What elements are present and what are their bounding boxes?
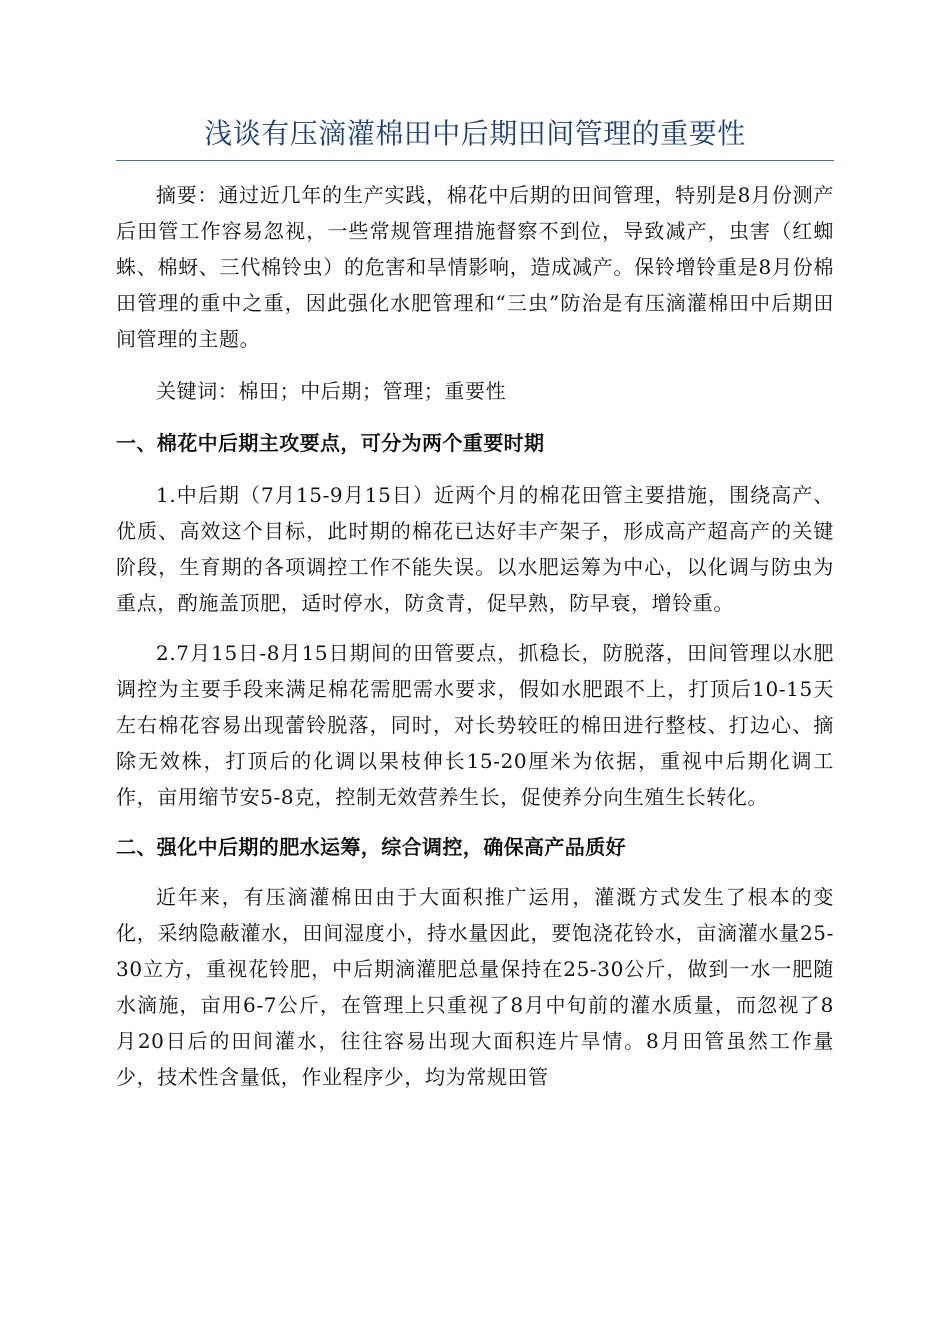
- section-2-paragraph-1: 近年来，有压滴灌棉田由于大面积推广运用，灌溉方式发生了根本的变化，采纳隐蔽灌水，田间湿度小，持水量因此，要饱浇花铃水，亩滴灌水量25-30立方，重视花铃肥，中后期滴灌肥总量保持在25-30公斤，做到一水一肥随水滴施，亩用6-7公斤，在管理上只重视了8月中旬前的灌水质量，而忽视了8月20日后的田间灌水，往往容易出现大面积连片旱情。8月田管虽然工作量少，技术性含量低，作业程序少，均为常规田管: [116, 885, 834, 1089]
- section-heading-1: 一、棉花中后期主攻要点，可分为两个重要时期: [116, 431, 545, 455]
- section-1-paragraph-2: 2.7月15日-8月15日期间的田管要点，抓稳长，防脱落，田间管理以水肥调控为主要手段来满足棉花需肥需水要求，假如水肥跟不上，打顶后10-15天左右棉花容易出现蕾铃脱落，同时，对长势较旺的棉田进行整枝、打边心、摘除无效株，打顶后的化调以果枝伸长15-20厘米为依据，重视中后期化调工作，亩用缩节安5-8克，控制无效营养生长，促使养分向生殖生长转化。: [116, 641, 834, 809]
- title-underline: [116, 160, 834, 161]
- section-1-paragraph-1: 1.中后期（7月15-9月15日）近两个月的棉花田管主要措施，围绕高产、优质、高效这个目标，此时期的棉花已达好丰产架子，形成高产超高产的关键阶段，生育期的各项调控工作不能失误。以水肥运筹为中心，以化调与防虫为重点，酌施盖顶肥，适时停水，防贪青，促早熟，防早衰，增铃重。: [116, 483, 834, 615]
- abstract-paragraph: 摘要：通过近几年的生产实践，棉花中后期的田间管理，特别是8月份测产后田管工作容易忽视，一些常规管理措施督察不到位，导致减产，虫害（红蜘蛛、棉蚜、三代棉铃虫）的危害和旱情影响，造成减产。保铃增铃重是8月份棉田管理的重中之重，因此强化水肥管理和“三虫”防治是有压滴灌棉田中后期田间管理的主题。: [116, 183, 834, 351]
- document-title: 浅谈有压滴灌棉田中后期田间管理的重要性: [204, 117, 746, 150]
- document-page: [116, 0, 834, 1095]
- keywords-paragraph: 关键词：棉田；中后期；管理；重要性: [156, 379, 507, 403]
- section-heading-2: 二、强化中后期的肥水运筹，综合调控，确保高产品质好: [116, 835, 626, 859]
